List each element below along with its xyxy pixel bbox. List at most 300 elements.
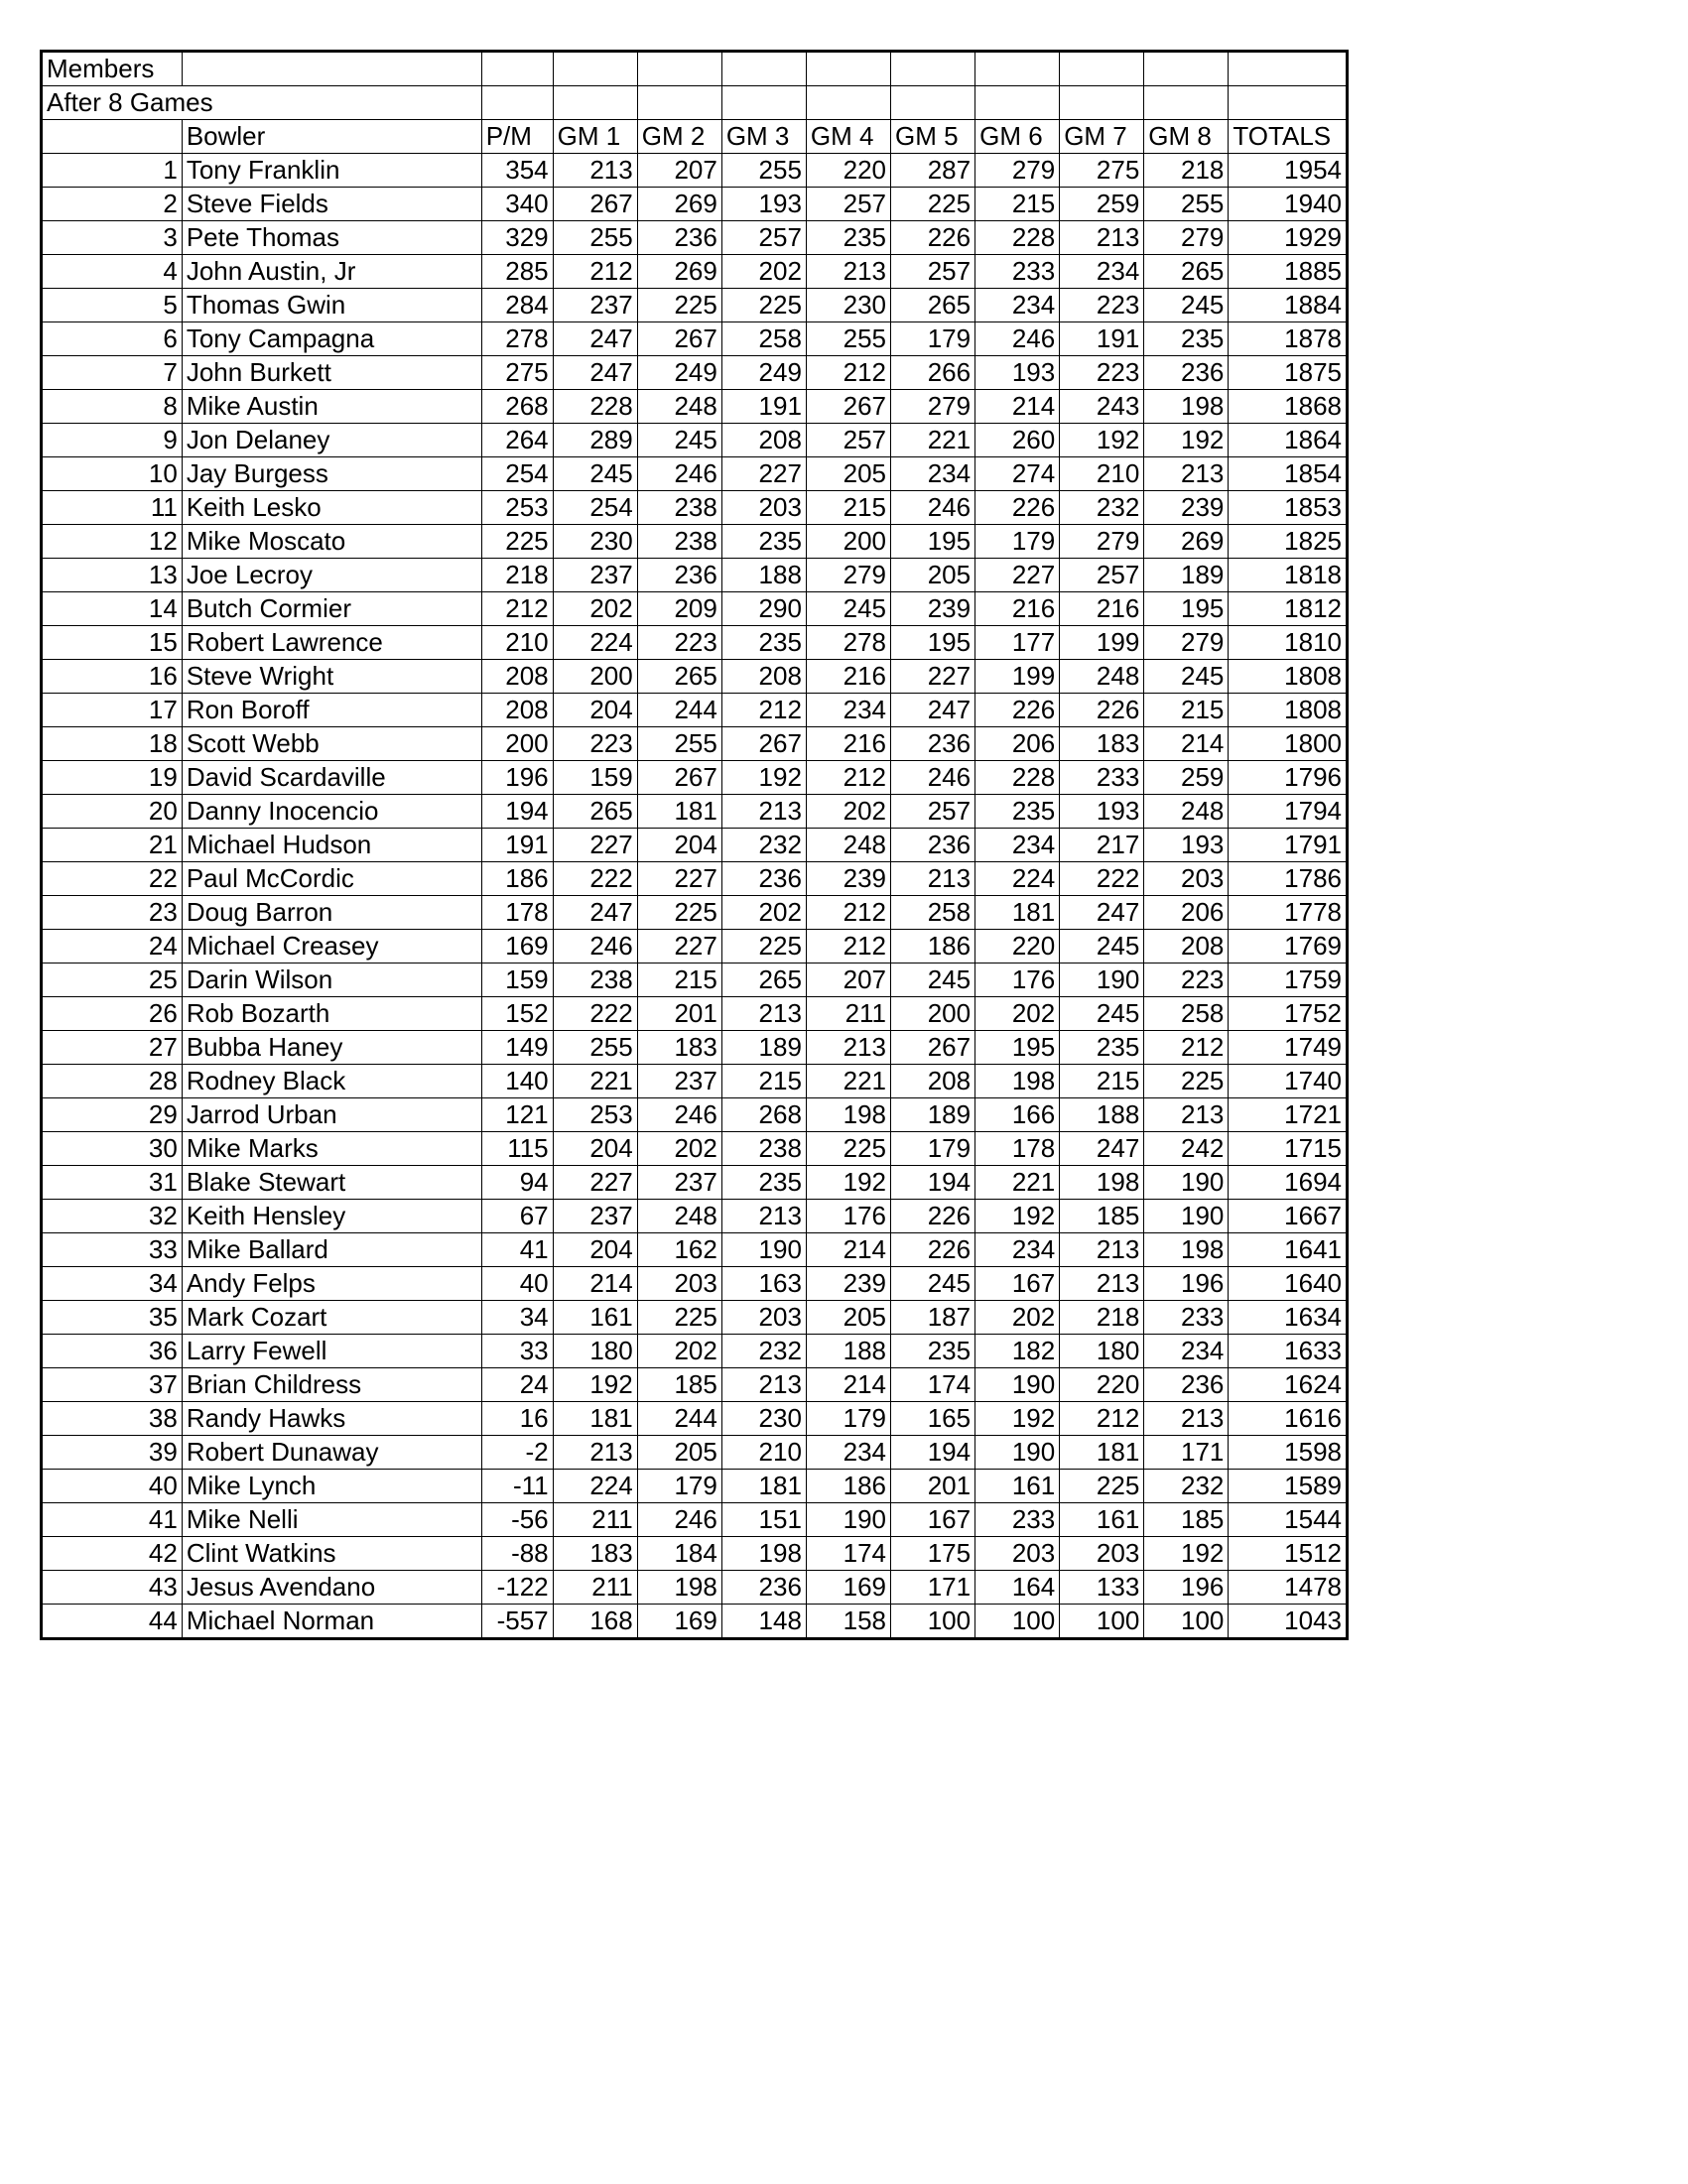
rank-cell: 28 [42, 1065, 183, 1098]
game-score-cell: 206 [1144, 896, 1229, 930]
game-score-cell: 216 [1060, 592, 1144, 626]
game-score-cell: 204 [553, 1132, 637, 1166]
rank-cell: 34 [42, 1267, 183, 1301]
game-score-cell: 225 [637, 289, 721, 322]
bowler-name-cell: Butch Cormier [182, 592, 481, 626]
game-score-cell: 208 [721, 660, 806, 694]
game-score-cell: 180 [553, 1335, 637, 1368]
game-score-cell: 151 [721, 1503, 806, 1537]
game-score-cell: 202 [637, 1132, 721, 1166]
game-score-cell: 257 [806, 424, 890, 457]
game-score-cell: 220 [806, 154, 890, 188]
game-score-cell: 237 [553, 1200, 637, 1233]
game-score-cell: 215 [1144, 694, 1229, 727]
game-score-cell: 245 [891, 964, 975, 997]
game-score-cell: 212 [1060, 1402, 1144, 1436]
game-score-cell: 246 [975, 322, 1060, 356]
table-row [42, 761, 1348, 795]
table-row [42, 1233, 1348, 1267]
bowler-name-cell: Jay Burgess [182, 457, 481, 491]
game-score-cell: 248 [1060, 660, 1144, 694]
game-score-cell: 186 [891, 930, 975, 964]
bowler-name-cell: Doug Barron [182, 896, 481, 930]
pm-cell: 152 [481, 997, 553, 1031]
game-score-cell: 210 [1060, 457, 1144, 491]
game-score-cell: 267 [721, 727, 806, 761]
game-score-cell: 230 [806, 289, 890, 322]
game-score-cell: 207 [637, 154, 721, 188]
game-score-cell: 222 [553, 862, 637, 896]
game-score-cell: 243 [1060, 390, 1144, 424]
total-cell: 1740 [1229, 1065, 1348, 1098]
rank-cell: 14 [42, 592, 183, 626]
game-score-cell: 226 [891, 1200, 975, 1233]
game-score-cell: 213 [553, 154, 637, 188]
total-cell: 1853 [1229, 491, 1348, 525]
bowler-name-cell: Mike Lynch [182, 1470, 481, 1503]
game-score-cell: 248 [1144, 795, 1229, 829]
pm-cell: 218 [481, 559, 553, 592]
game-score-cell: 168 [553, 1605, 637, 1639]
game-score-cell: 215 [1060, 1065, 1144, 1098]
table-row [42, 896, 1348, 930]
game-score-cell: 239 [1144, 491, 1229, 525]
game-score-cell: 236 [637, 559, 721, 592]
rank-cell: 13 [42, 559, 183, 592]
game-score-cell: 196 [1144, 1571, 1229, 1605]
bowler-name-cell: Michael Norman [182, 1605, 481, 1639]
game-score-cell: 208 [1144, 930, 1229, 964]
total-cell: 1769 [1229, 930, 1348, 964]
game-score-cell: 247 [891, 694, 975, 727]
game-score-cell: 213 [721, 795, 806, 829]
total-cell: 1810 [1229, 626, 1348, 660]
total-cell: 1786 [1229, 862, 1348, 896]
table-row [42, 255, 1348, 289]
game-score-cell: 202 [721, 255, 806, 289]
pm-cell: 67 [481, 1200, 553, 1233]
bowler-name-cell: Paul McCordic [182, 862, 481, 896]
game-score-cell: 239 [806, 862, 890, 896]
game-score-cell: 247 [553, 356, 637, 390]
pm-cell: 329 [481, 221, 553, 255]
rank-cell: 4 [42, 255, 183, 289]
game-score-cell: 198 [975, 1065, 1060, 1098]
game-score-cell: 216 [806, 660, 890, 694]
game-score-cell: 190 [1060, 964, 1144, 997]
game-score-cell: 186 [806, 1470, 890, 1503]
game-score-cell: 233 [975, 1503, 1060, 1537]
table-row [42, 1503, 1348, 1537]
rank-cell: 19 [42, 761, 183, 795]
bowler-name-cell: Larry Fewell [182, 1335, 481, 1368]
game-score-cell: 246 [891, 761, 975, 795]
game-score-cell: 235 [721, 626, 806, 660]
total-cell: 1864 [1229, 424, 1348, 457]
game-score-cell: 258 [721, 322, 806, 356]
game-score-cell: 202 [637, 1335, 721, 1368]
game-score-cell: 202 [806, 795, 890, 829]
game-score-cell: 257 [721, 221, 806, 255]
game-score-cell: 245 [553, 457, 637, 491]
total-cell: 1878 [1229, 322, 1348, 356]
rank-cell: 44 [42, 1605, 183, 1639]
game-score-cell: 257 [891, 795, 975, 829]
game-score-cell: 220 [975, 930, 1060, 964]
table-row [42, 1267, 1348, 1301]
bowler-name-cell: Darin Wilson [182, 964, 481, 997]
game-score-cell: 181 [721, 1470, 806, 1503]
game-score-cell: 181 [1060, 1436, 1144, 1470]
bowler-name-cell: Mike Ballard [182, 1233, 481, 1267]
total-cell: 1800 [1229, 727, 1348, 761]
game-score-cell: 198 [1060, 1166, 1144, 1200]
rank-cell: 43 [42, 1571, 183, 1605]
game-score-cell: 258 [1144, 997, 1229, 1031]
game-score-cell: 185 [1144, 1503, 1229, 1537]
game-score-cell: 208 [721, 424, 806, 457]
game-score-cell: 224 [975, 862, 1060, 896]
game-score-cell: 207 [806, 964, 890, 997]
rank-cell: 41 [42, 1503, 183, 1537]
bowler-name-cell: Jesus Avendano [182, 1571, 481, 1605]
game-score-cell: 255 [553, 221, 637, 255]
game-score-cell: 181 [975, 896, 1060, 930]
bowler-name-cell: Robert Dunaway [182, 1436, 481, 1470]
bowler-name-cell: Ron Boroff [182, 694, 481, 727]
game-score-cell: 220 [1060, 1368, 1144, 1402]
game-score-cell: 223 [637, 626, 721, 660]
game-score-cell: 216 [975, 592, 1060, 626]
game-score-cell: 204 [637, 829, 721, 862]
game-header: GM 5 [891, 120, 975, 154]
pm-cell: 33 [481, 1335, 553, 1368]
game-score-cell: 259 [1060, 188, 1144, 221]
game-score-cell: 279 [806, 559, 890, 592]
game-score-cell: 211 [806, 997, 890, 1031]
table-row [42, 862, 1348, 896]
header-row [42, 120, 1348, 154]
game-score-cell: 190 [975, 1368, 1060, 1402]
bowler-name-cell: Joe Lecroy [182, 559, 481, 592]
game-score-cell: 279 [975, 154, 1060, 188]
total-cell: 1641 [1229, 1233, 1348, 1267]
bowler-name-cell: Jon Delaney [182, 424, 481, 457]
game-score-cell: 194 [891, 1166, 975, 1200]
rank-cell: 10 [42, 457, 183, 491]
game-score-cell: 212 [553, 255, 637, 289]
table-row [42, 997, 1348, 1031]
game-score-cell: 244 [637, 1402, 721, 1436]
pm-cell: -56 [481, 1503, 553, 1537]
game-score-cell: 210 [721, 1436, 806, 1470]
bowler-name-cell: Blake Stewart [182, 1166, 481, 1200]
game-score-cell: 171 [1144, 1436, 1229, 1470]
game-score-cell: 161 [975, 1470, 1060, 1503]
total-cell: 1544 [1229, 1503, 1348, 1537]
pm-cell: 121 [481, 1098, 553, 1132]
game-score-cell: 265 [553, 795, 637, 829]
game-score-cell: 257 [806, 188, 890, 221]
game-score-cell: 213 [721, 1200, 806, 1233]
game-score-cell: 226 [1060, 694, 1144, 727]
total-cell: 1694 [1229, 1166, 1348, 1200]
game-score-cell: 203 [1144, 862, 1229, 896]
pm-cell: 285 [481, 255, 553, 289]
total-cell: 1589 [1229, 1470, 1348, 1503]
game-score-cell: 189 [721, 1031, 806, 1065]
table-row [42, 1571, 1348, 1605]
game-header: GM 6 [975, 120, 1060, 154]
game-score-cell: 245 [1144, 660, 1229, 694]
rank-cell: 31 [42, 1166, 183, 1200]
game-score-cell: 255 [721, 154, 806, 188]
game-score-cell: 193 [721, 188, 806, 221]
game-score-cell: 212 [806, 356, 890, 390]
game-score-cell: 255 [1144, 188, 1229, 221]
rank-cell: 12 [42, 525, 183, 559]
game-header: GM 1 [553, 120, 637, 154]
pm-cell: 284 [481, 289, 553, 322]
game-score-cell: 193 [1060, 795, 1144, 829]
game-score-cell: 203 [721, 491, 806, 525]
game-score-cell: 100 [975, 1605, 1060, 1639]
game-score-cell: 289 [553, 424, 637, 457]
game-score-cell: 221 [891, 424, 975, 457]
total-cell: 1854 [1229, 457, 1348, 491]
sheet-title: Members [42, 52, 183, 86]
game-score-cell: 265 [721, 964, 806, 997]
game-score-cell: 279 [1144, 221, 1229, 255]
game-score-cell: 269 [637, 188, 721, 221]
table-row [42, 930, 1348, 964]
pm-cell: 191 [481, 829, 553, 862]
game-score-cell: 258 [891, 896, 975, 930]
game-score-cell: 188 [721, 559, 806, 592]
game-score-cell: 200 [553, 660, 637, 694]
game-score-cell: 174 [891, 1368, 975, 1402]
total-cell: 1478 [1229, 1571, 1348, 1605]
game-score-cell: 191 [721, 390, 806, 424]
game-score-cell: 203 [1060, 1537, 1144, 1571]
rank-cell: 18 [42, 727, 183, 761]
rank-cell: 24 [42, 930, 183, 964]
game-score-cell: 133 [1060, 1571, 1144, 1605]
rank-cell: 36 [42, 1335, 183, 1368]
game-score-cell: 234 [975, 829, 1060, 862]
game-score-cell: 179 [891, 322, 975, 356]
pm-cell: 34 [481, 1301, 553, 1335]
game-score-cell: 228 [975, 761, 1060, 795]
game-score-cell: 225 [891, 188, 975, 221]
game-score-cell: 239 [806, 1267, 890, 1301]
total-cell: 1640 [1229, 1267, 1348, 1301]
pm-cell: 186 [481, 862, 553, 896]
game-score-cell: 201 [637, 997, 721, 1031]
bowler-name-cell: Thomas Gwin [182, 289, 481, 322]
total-cell: 1749 [1229, 1031, 1348, 1065]
game-score-cell: 189 [891, 1098, 975, 1132]
total-cell: 1512 [1229, 1537, 1348, 1571]
rank-cell: 32 [42, 1200, 183, 1233]
bowler-name-cell: Robert Lawrence [182, 626, 481, 660]
bowler-name-cell: Michael Hudson [182, 829, 481, 862]
total-cell: 1778 [1229, 896, 1348, 930]
bowler-name-cell: Rodney Black [182, 1065, 481, 1098]
pm-cell: 210 [481, 626, 553, 660]
table-row [42, 1065, 1348, 1098]
bowler-name-cell: Michael Creasey [182, 930, 481, 964]
rank-cell: 6 [42, 322, 183, 356]
pm-cell: 196 [481, 761, 553, 795]
game-score-cell: 185 [1060, 1200, 1144, 1233]
game-score-cell: 269 [637, 255, 721, 289]
game-score-cell: 180 [1060, 1335, 1144, 1368]
game-score-cell: 246 [553, 930, 637, 964]
game-score-cell: 163 [721, 1267, 806, 1301]
table-row [42, 1098, 1348, 1132]
rank-cell: 9 [42, 424, 183, 457]
pm-cell: 212 [481, 592, 553, 626]
game-score-cell: 199 [1060, 626, 1144, 660]
game-score-cell: 167 [891, 1503, 975, 1537]
game-score-cell: 190 [1144, 1200, 1229, 1233]
game-score-cell: 213 [721, 1368, 806, 1402]
rank-cell: 29 [42, 1098, 183, 1132]
bowler-name-cell: Steve Fields [182, 188, 481, 221]
pm-header: P/M [481, 120, 553, 154]
game-score-cell: 190 [1144, 1166, 1229, 1200]
game-score-cell: 269 [1144, 525, 1229, 559]
game-score-cell: 233 [975, 255, 1060, 289]
game-score-cell: 195 [975, 1031, 1060, 1065]
game-score-cell: 175 [891, 1537, 975, 1571]
game-score-cell: 212 [806, 930, 890, 964]
total-cell: 1818 [1229, 559, 1348, 592]
game-score-cell: 203 [637, 1267, 721, 1301]
game-score-cell: 216 [806, 727, 890, 761]
game-score-cell: 227 [637, 862, 721, 896]
rank-cell: 30 [42, 1132, 183, 1166]
rank-cell: 40 [42, 1470, 183, 1503]
game-score-cell: 212 [721, 694, 806, 727]
game-score-cell: 233 [1060, 761, 1144, 795]
game-score-cell: 268 [721, 1098, 806, 1132]
bowler-name-cell: Jarrod Urban [182, 1098, 481, 1132]
game-score-cell: 188 [1060, 1098, 1144, 1132]
bowler-name-cell: John Austin, Jr [182, 255, 481, 289]
game-score-cell: 249 [637, 356, 721, 390]
game-score-cell: 227 [975, 559, 1060, 592]
table-row [42, 1335, 1348, 1368]
total-cell: 1616 [1229, 1402, 1348, 1436]
total-cell: 1929 [1229, 221, 1348, 255]
game-score-cell: 232 [721, 829, 806, 862]
game-score-cell: 235 [975, 795, 1060, 829]
game-score-cell: 215 [806, 491, 890, 525]
rank-cell: 27 [42, 1031, 183, 1065]
pm-cell: 264 [481, 424, 553, 457]
rank-cell: 38 [42, 1402, 183, 1436]
game-score-cell: 214 [1144, 727, 1229, 761]
game-score-cell: 198 [637, 1571, 721, 1605]
pm-cell: 115 [481, 1132, 553, 1166]
game-header: GM 4 [806, 120, 890, 154]
game-score-cell: 185 [637, 1368, 721, 1402]
total-cell: 1634 [1229, 1301, 1348, 1335]
game-score-cell: 212 [806, 761, 890, 795]
game-score-cell: 236 [721, 862, 806, 896]
game-score-cell: 257 [891, 255, 975, 289]
total-cell: 1667 [1229, 1200, 1348, 1233]
standings-body [42, 52, 1348, 1639]
game-score-cell: 246 [637, 1098, 721, 1132]
game-score-cell: 278 [806, 626, 890, 660]
game-score-cell: 265 [637, 660, 721, 694]
table-row [42, 1132, 1348, 1166]
table-row [42, 1402, 1348, 1436]
game-score-cell: 181 [553, 1402, 637, 1436]
total-cell: 1752 [1229, 997, 1348, 1031]
game-header: GM 2 [637, 120, 721, 154]
rank-cell: 8 [42, 390, 183, 424]
table-row [42, 457, 1348, 491]
game-score-cell: 267 [637, 761, 721, 795]
game-score-cell: 192 [975, 1402, 1060, 1436]
game-score-cell: 177 [975, 626, 1060, 660]
game-score-cell: 174 [806, 1537, 890, 1571]
game-score-cell: 165 [891, 1402, 975, 1436]
game-score-cell: 225 [721, 289, 806, 322]
game-score-cell: 221 [975, 1166, 1060, 1200]
pm-cell: 340 [481, 188, 553, 221]
table-row [42, 1537, 1348, 1571]
game-score-cell: 100 [1060, 1605, 1144, 1639]
game-score-cell: 200 [806, 525, 890, 559]
pm-cell: -11 [481, 1470, 553, 1503]
bowler-name-cell: Mike Nelli [182, 1503, 481, 1537]
game-score-cell: 191 [1060, 322, 1144, 356]
game-score-cell: 235 [1060, 1031, 1144, 1065]
game-score-cell: 214 [806, 1233, 890, 1267]
total-cell: 1885 [1229, 255, 1348, 289]
game-score-cell: 234 [1144, 1335, 1229, 1368]
game-score-cell: 161 [553, 1301, 637, 1335]
game-score-cell: 181 [637, 795, 721, 829]
game-score-cell: 176 [806, 1200, 890, 1233]
bowler-header: Bowler [182, 120, 481, 154]
game-score-cell: 228 [975, 221, 1060, 255]
game-score-cell: 238 [637, 525, 721, 559]
game-header: GM 3 [721, 120, 806, 154]
game-score-cell: 279 [1060, 525, 1144, 559]
game-score-cell: 238 [637, 491, 721, 525]
table-row [42, 1368, 1348, 1402]
total-cell: 1721 [1229, 1098, 1348, 1132]
game-score-cell: 246 [637, 457, 721, 491]
game-score-cell: 195 [891, 626, 975, 660]
pm-cell: 24 [481, 1368, 553, 1402]
game-score-cell: 213 [1060, 1233, 1144, 1267]
game-score-cell: 178 [975, 1132, 1060, 1166]
game-score-cell: 223 [1144, 964, 1229, 997]
game-score-cell: 235 [891, 1335, 975, 1368]
game-score-cell: 202 [553, 592, 637, 626]
total-cell: 1875 [1229, 356, 1348, 390]
rank-cell: 37 [42, 1368, 183, 1402]
total-cell: 1791 [1229, 829, 1348, 862]
game-score-cell: 198 [1144, 1233, 1229, 1267]
